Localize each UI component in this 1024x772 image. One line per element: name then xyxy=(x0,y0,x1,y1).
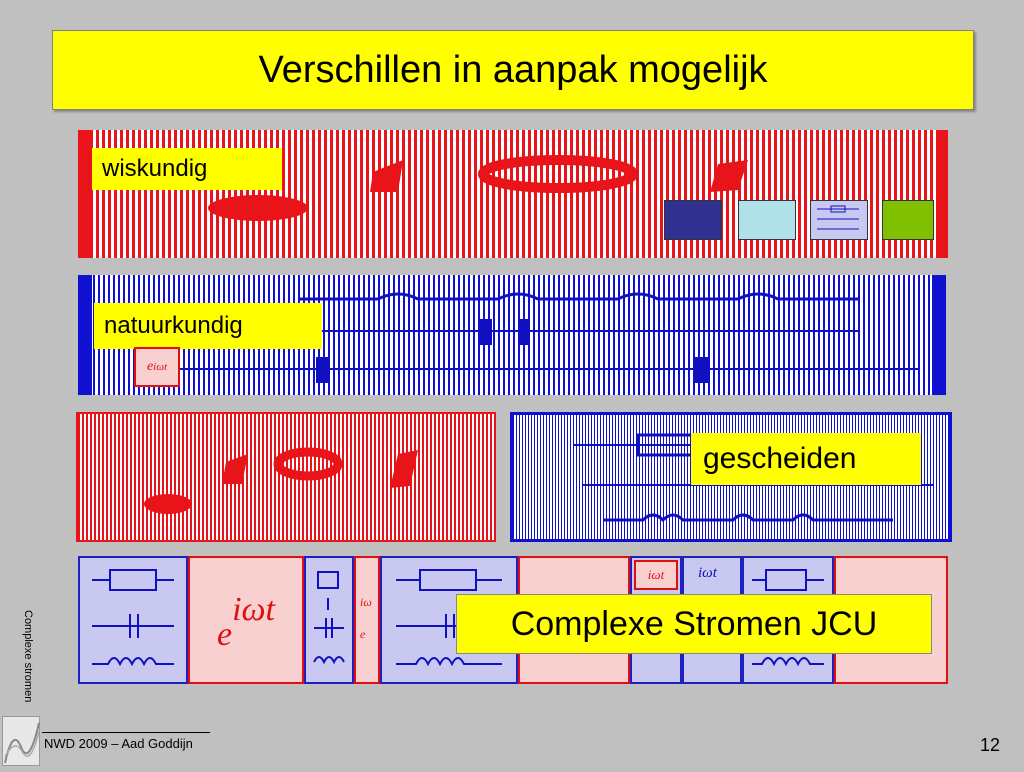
logo-icon xyxy=(2,716,40,766)
natuurkundig-panel xyxy=(78,275,946,395)
panel-right-edge xyxy=(936,130,948,258)
formula-base: e xyxy=(146,359,154,374)
complexe-stromen-label: Complexe Stromen JCU xyxy=(456,594,932,654)
slide-title: Verschillen in aanpak mogelijk xyxy=(52,30,974,110)
side-label: Complexe stromen xyxy=(22,609,34,703)
formula-card xyxy=(188,556,304,684)
circuit-icon xyxy=(80,558,186,682)
gescheiden-panel xyxy=(510,412,952,542)
formula-graphic xyxy=(356,558,378,682)
circuit-card xyxy=(78,556,188,684)
mini-formula-card xyxy=(634,560,678,590)
formula-exponent: iωt xyxy=(232,591,275,628)
panel-left-edge xyxy=(78,130,90,258)
panel-left-edge xyxy=(78,275,92,395)
gescheiden-label: gescheiden xyxy=(691,433,921,485)
natuurkundig-label: natuurkundig xyxy=(94,303,322,349)
mini-formula-card xyxy=(698,564,742,594)
circuit-card-narrow xyxy=(304,556,354,684)
green-square xyxy=(882,200,934,240)
svg-text:iω: iω xyxy=(360,595,372,609)
lightblue-square xyxy=(738,200,796,240)
large-formula-graphic xyxy=(138,434,438,524)
formula-panel xyxy=(76,412,496,542)
formula-exponent: iωt xyxy=(647,567,665,582)
footer-author: NWD 2009 – Aad Goddijn xyxy=(44,736,193,751)
navy-square xyxy=(664,200,722,240)
formula-card-narrow xyxy=(354,556,380,684)
formula-base: e xyxy=(217,616,233,653)
wiskundig-panel xyxy=(78,130,948,258)
formula-exponent: iωt xyxy=(698,565,717,581)
circuit-icon xyxy=(306,558,352,682)
footer-divider xyxy=(42,732,210,733)
circuit-square xyxy=(810,200,868,240)
page-number: 12 xyxy=(980,735,1001,755)
formula-exponent: iωt xyxy=(153,361,168,373)
formula-card-small xyxy=(134,347,180,387)
wiskundig-label: wiskundig xyxy=(92,148,282,190)
circuit-icon xyxy=(811,201,865,237)
svg-text:e: e xyxy=(360,627,366,641)
